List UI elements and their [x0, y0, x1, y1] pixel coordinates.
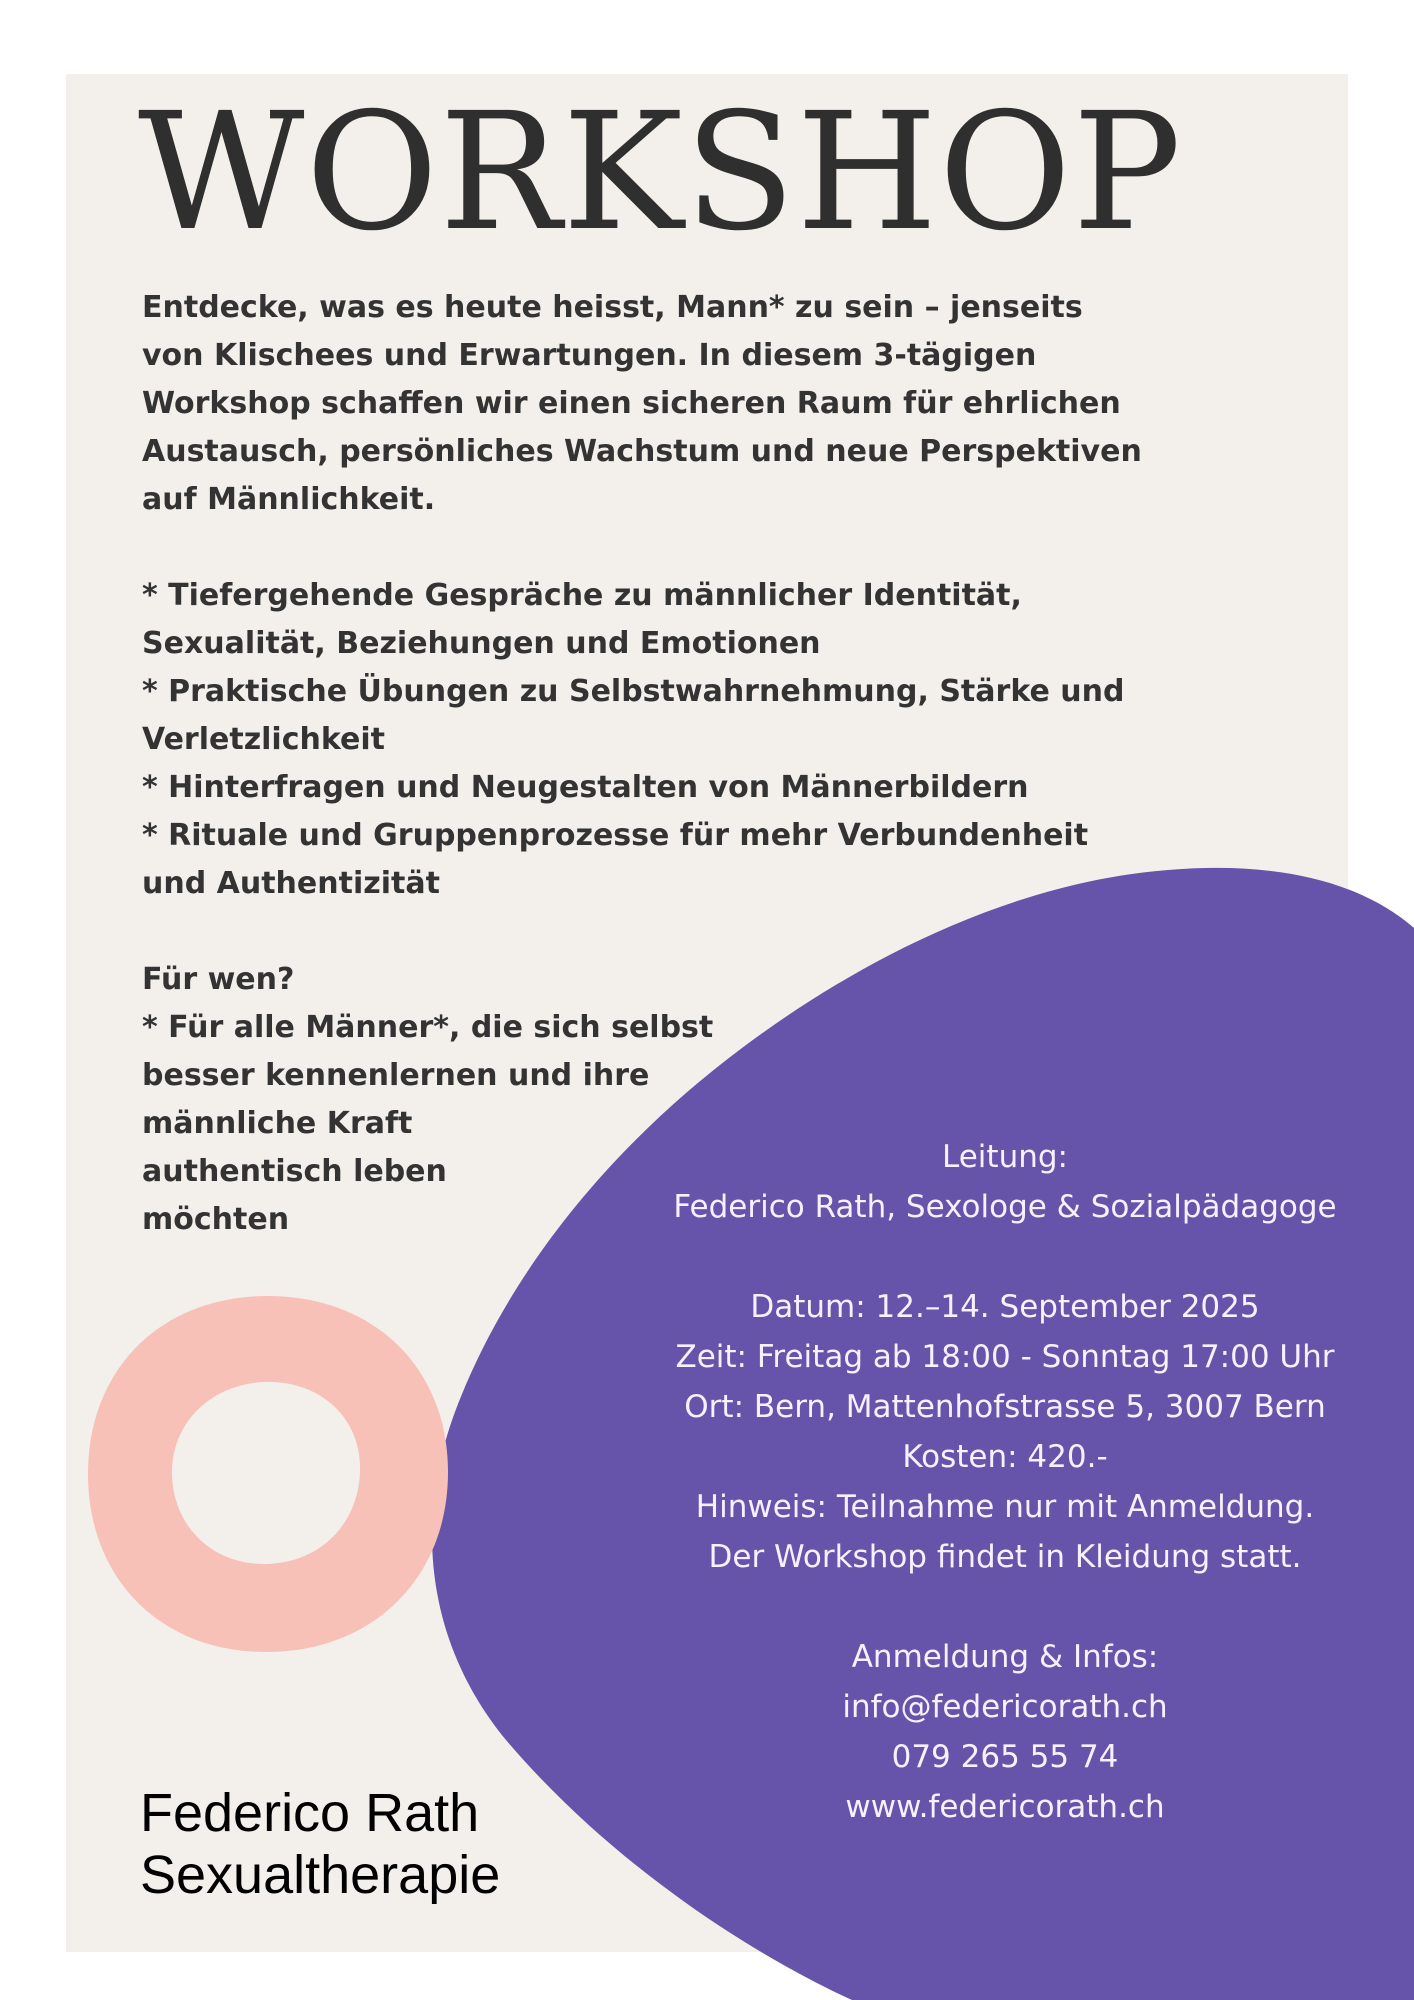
time-text: Zeit: Freitag ab 18:00 - Sonntag 17:00 Uhr: [675, 1339, 1335, 1375]
audience-line: männliche Kraft: [142, 1106, 413, 1141]
pink-ring-shape: [88, 1296, 448, 1652]
workshop-title: WORKSHOP: [138, 79, 1183, 267]
brand-subtitle: Sexualtherapie: [140, 1845, 501, 1905]
brand-logo-text: [140, 1782, 500, 1906]
registration-note: Hinweis: Teilnahme nur mit Anmeldung.: [695, 1489, 1315, 1525]
audience-line: authentisch leben: [142, 1154, 447, 1189]
spacer: [620, 1582, 1390, 1632]
location-text: Ort: Bern, Mattenhofstrasse 5, 3007 Bern: [684, 1389, 1326, 1425]
main-description: [142, 284, 1152, 1244]
spacer: [620, 1232, 1390, 1282]
contact-heading: Anmeldung & Infos:: [851, 1639, 1159, 1675]
date-text: Datum: 12.–14. September 2025: [750, 1289, 1260, 1325]
bullet-item: * Hinterfragen und Neugestalten von Männerbildern: [142, 770, 1029, 805]
audience-line: besser kennenlernen und ihre: [142, 1058, 650, 1093]
audience-heading: Für wen?: [142, 962, 295, 997]
spacer: [142, 524, 1152, 572]
audience-line: möchten: [142, 1202, 290, 1237]
workshop-details: [620, 1132, 1390, 1832]
contact-email-link[interactable]: info@federicorath.ch: [842, 1689, 1168, 1725]
spacer: [142, 908, 1152, 956]
leitung-label: Leitung:: [942, 1139, 1068, 1175]
cost-text: Kosten: 420.-: [902, 1439, 1108, 1475]
clothing-note: Der Workshop findet in Kleidung statt.: [708, 1539, 1302, 1575]
contact-phone-link[interactable]: 079 265 55 74: [891, 1739, 1119, 1775]
audience-line: * Für alle Männer*, die sich selbst: [142, 1010, 714, 1045]
intro-text: Entdecke, was es heute heisst, Mann* zu sein – jenseits von Klischees und Erwartungen. In diesem 3-tägigen Workshop schaffen wir einen sicheren Raum für ehrlichen Austausch, persönliches Wachstum und neue Perspektiven auf Männlichkeit.: [142, 290, 1142, 517]
bullet-list: [142, 572, 1152, 908]
leitung-name: Federico Rath, Sexologe & Sozialpädagoge: [673, 1189, 1337, 1225]
bullet-item: * Rituale und Gruppenprozesse für mehr Verbundenheit und Authentizität: [142, 818, 1089, 901]
brand-name: Federico Rath: [140, 1783, 480, 1843]
bullet-item: * Tiefergehende Gespräche zu männlicher Identität, Sexualität, Beziehungen und Emotionen: [142, 578, 1022, 661]
bullet-item: * Praktische Übungen zu Selbstwahrnehmung, Stärke und Verletzlichkeit: [142, 674, 1125, 757]
contact-website-link[interactable]: www.federicorath.ch: [845, 1789, 1165, 1825]
